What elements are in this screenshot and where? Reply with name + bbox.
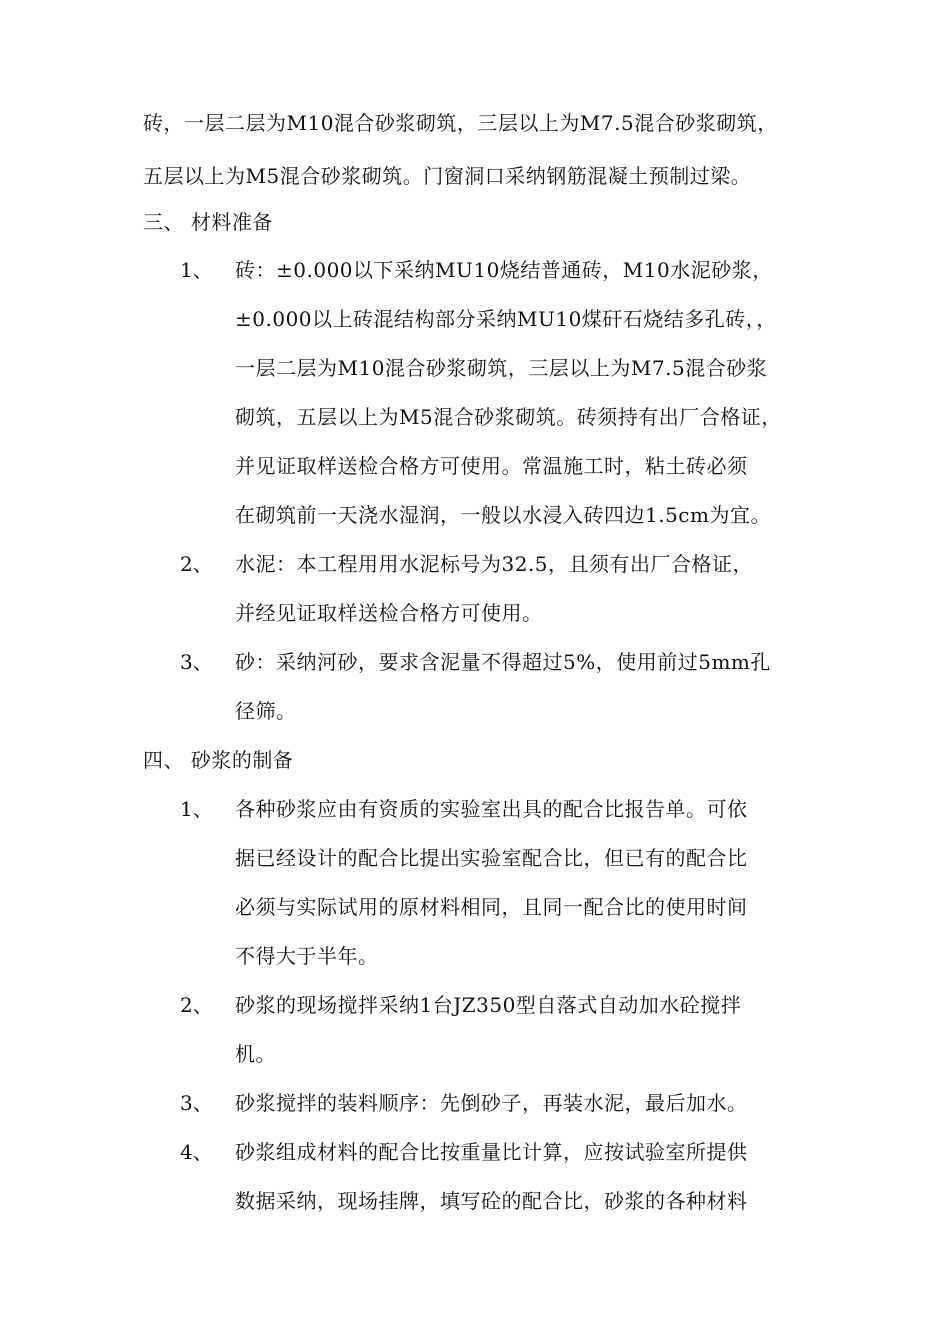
section-4-item-2-line-2: 机。 [235, 1042, 276, 1066]
section-4-item-2-number: 2、 [180, 993, 213, 1017]
section-4-item-2-line-1: 砂浆的现场搅拌采纳1台JZ350型自落式自动加水砼搅拌 [235, 993, 742, 1017]
section-3-item-1-line-1: 砖：±0.000以下采纳MU10烧结普通砖，M10水泥砂浆， [235, 258, 773, 282]
section-3-item-1-number: 1、 [180, 258, 213, 282]
section-4-item-3-number: 3、 [180, 1091, 213, 1115]
section-3-item-1-line-3: 一层二层为M10混合砂浆砌筑，三层以上为M7.5混合砂浆 [235, 356, 768, 380]
section-4-heading: 四、 砂浆的制备 [143, 748, 294, 772]
section-4-item-4-number: 4、 [180, 1140, 213, 1164]
section-4-item-1-line-3: 必须与实际试用的原材料相同，且同一配合比的使用时间 [235, 895, 748, 919]
section-3-item-2-line-1: 水泥：本工程用用水泥标号为32.5，且须有出厂合格证， [235, 552, 754, 576]
section-4-item-1-line-2: 据已经设计的配合比提出实验室配合比，但已有的配合比 [235, 846, 748, 870]
section-4-item-1-line-1: 各种砂浆应由有资质的实验室出具的配合比报告单。可依 [235, 797, 748, 821]
section-4-item-4-line-2: 数据采纳，现场挂牌，填写砼的配合比，砂浆的各种材料 [235, 1189, 748, 1213]
section-3-item-1-line-2: ±0.000以上砖混结构部分采纳MU10煤矸石烧结多孔砖，， [235, 307, 777, 331]
intro-line-1: 砖，一层二层为M10混合砂浆砌筑，三层以上为M7.5混合砂浆砌筑， [143, 111, 778, 135]
section-4-item-3-line-1: 砂浆搅拌的装料顺序：先倒砂子，再装水泥，最后加水。 [235, 1091, 748, 1115]
section-3-item-1-line-4: 砌筑，五层以上为M5混合砂浆砌筑。砖须持有出厂合格证， [235, 405, 782, 429]
section-3-item-1-line-5: 并见证取样送检合格方可使用。常温施工时，粘土砖必须 [235, 454, 748, 478]
section-3-heading: 三、 材料准备 [143, 210, 273, 234]
section-3-item-1-line-6: 在砌筑前一天浇水湿润，一般以水浸入砖四边1.5cm为宜。 [235, 503, 771, 527]
section-4-item-1-number: 1、 [180, 797, 213, 821]
section-3-item-2-number: 2、 [180, 552, 213, 576]
section-4-item-1-line-4: 不得大于半年。 [235, 944, 379, 968]
section-4-item-4-line-1: 砂浆组成材料的配合比按重量比计算，应按试验室所提供 [235, 1140, 748, 1164]
section-3-item-3-number: 3、 [180, 650, 213, 674]
section-3-item-3-line-1: 砂：采纳河砂，要求含泥量不得超过5%，使用前过5mm孔 [235, 650, 771, 674]
intro-line-2: 五层以上为M5混合砂浆砌筑。门窗洞口采纳钢筋混凝土预制过梁。 [143, 164, 752, 188]
section-3-item-2-line-2: 并经见证取样送检合格方可使用。 [235, 601, 543, 625]
section-3-item-3-line-2: 径筛。 [235, 699, 297, 723]
